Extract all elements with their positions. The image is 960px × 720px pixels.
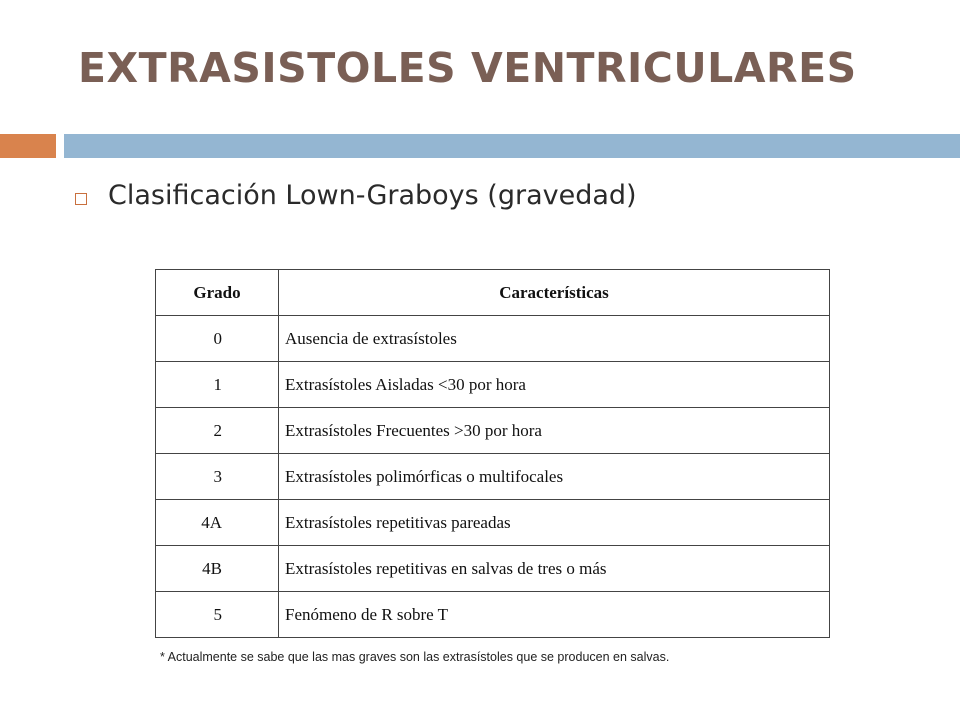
grade-cell: 4B (156, 546, 279, 592)
slide-title: EXTRASISTOLES VENTRICULARES (78, 44, 857, 92)
description-cell: Fenómeno de R sobre T (279, 592, 830, 638)
classification-table (155, 269, 830, 638)
description-cell: Ausencia de extrasístoles (279, 316, 830, 362)
square-bullet-icon (75, 193, 87, 205)
header-caracteristicas: Características (279, 270, 830, 316)
grade-cell: 4A (156, 500, 279, 546)
description-cell: Extrasístoles repetitivas en salvas de tres o más (279, 546, 830, 592)
description-cell: Extrasístoles repetitivas pareadas (279, 500, 830, 546)
table-row (156, 362, 830, 408)
description-cell: Extrasístoles Aisladas <30 por hora (279, 362, 830, 408)
table-row (156, 408, 830, 454)
table-row (156, 316, 830, 362)
grade-cell: 1 (156, 362, 279, 408)
table-row (156, 454, 830, 500)
grade-cell: 2 (156, 408, 279, 454)
grade-cell: 5 (156, 592, 279, 638)
accent-bar-blue (64, 134, 960, 158)
table-row (156, 546, 830, 592)
description-cell: Extrasístoles polimórficas o multifocales (279, 454, 830, 500)
header-grado: Grado (156, 270, 279, 316)
accent-bar-orange (0, 134, 56, 158)
slide-subtitle: Clasificación Lown-Graboys (gravedad) (108, 180, 637, 211)
grade-cell: 3 (156, 454, 279, 500)
table-header-row (156, 270, 830, 316)
table-row (156, 500, 830, 546)
table-row (156, 592, 830, 638)
description-cell: Extrasístoles Frecuentes >30 por hora (279, 408, 830, 454)
footnote: * Actualmente se sabe que las mas graves son las extrasístoles que se producen en salvas. (160, 650, 670, 664)
grade-cell: 0 (156, 316, 279, 362)
